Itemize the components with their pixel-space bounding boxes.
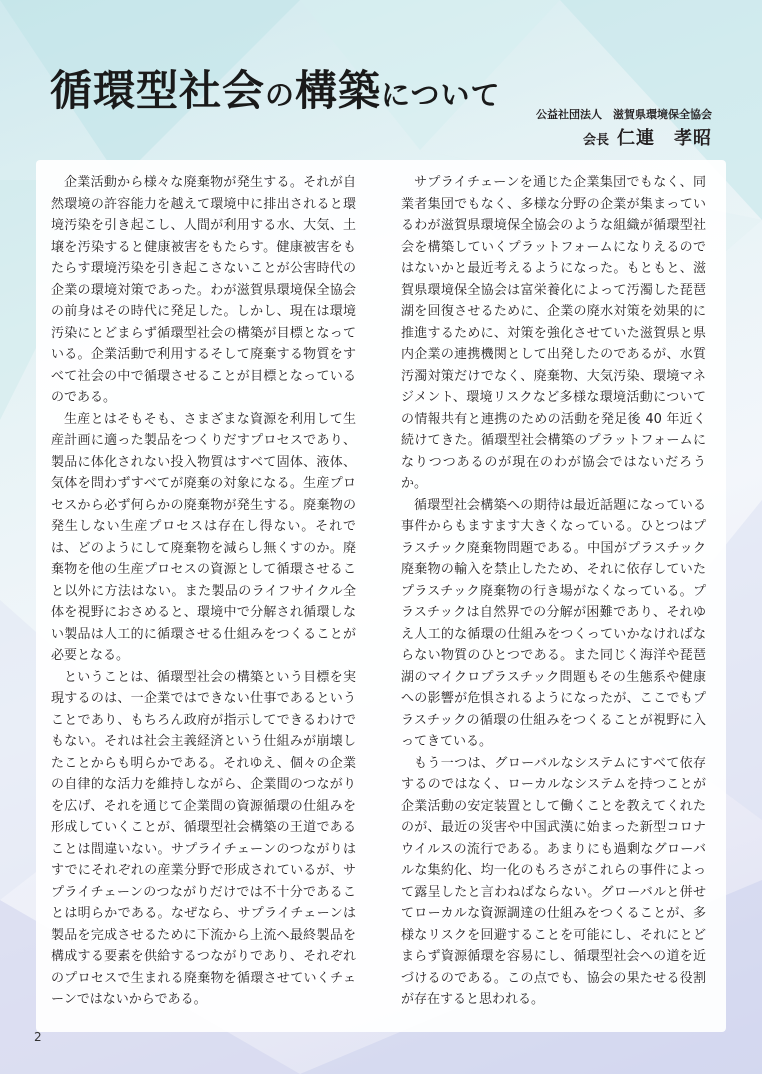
title-main-1: 循環型社会 — [50, 66, 266, 115]
title-particle: の — [265, 78, 296, 112]
author-line — [583, 124, 712, 150]
page-number: 2 — [34, 1030, 42, 1044]
paragraph: 企業活動から様々な廃棄物が発生する。それが自然環境の許容能力を越えて環境中に排出されると環境汚染を引き起こし、人間が利用する水、大気、土壌を汚染すると健康被害をもたらす。健康被害をもたらす環境汚染を引き起こさないことが公害時代の企業の環境対策であった。わが滋賀県環境保全協会の前身はその時代に発足した。しかし、現在は環境汚染にとどまらず循環型社会の構築が目標となっている。企業活動で利用するそして廃棄する物質をすべて社会の中で循環させることが目標となっているのである。 — [51, 175, 356, 405]
title-main-2: 構築 — [295, 66, 382, 115]
title-suffix: について — [381, 78, 501, 112]
paragraph: ということは、循環型社会の構築という目標を実現するのは、一企業ではできない仕事であるということであり、もちろん政府が指示してできるわけでもない。それは社会主義経済という仕組みが崩壊したことからも明らかである。それゆえ、個々の企業の自律的な活力を維持しながら、企業間のつながりを広げ、それを通じて企業間の資源循環の仕組みを形成していくことが、循環型社会構築の王道であることは間違いない。サプライチェーンのつながりはすでにそれぞれの産業分野で形成されているが、サプライチェーンのつながりだけでは不十分であることは明らかである。なぜなら、サプライチェーンは製品を完成させるために下流から上流へ最終製品を構成する要素を供給するつながりであり、それぞれのプロセスで生まれる廃棄物を循環させていくチェーンではないからである。 — [51, 669, 356, 1007]
page-title — [50, 58, 500, 118]
article-column-left — [51, 172, 356, 1011]
paragraph: 生産とはそもそも、さまざまな資源を利用して生産計画に適った製品をつくりだすプロセスであり、製品に体化されない投入物質はすべて固体、液体、気体を問わずすべてが廃棄の対象になる。生産プロセスから必ず何らかの廃棄物が発生する。廃棄物の発生しない生産プロセスは存在し得ない。それでは、どのようにして廃棄物を減らし無くすのか。廃棄物を他の生産プロセスの資源として循環させること以外に方法はない。また製品のライフサイクル全体を視野におさめると、環境中で分解され循環しない製品は人工的に循環させる仕組みをつくることが必要となる。 — [51, 411, 356, 663]
paragraph: 循環型社会構築への期待は最近話題になっている事件からもますます大きくなっている。ひとつはプラスチック廃棄物問題である。中国がプラスチック廃棄物の輸入を禁止したため、それに依存していたプラスチック廃棄物の行き場がなくなっている。プラスチックは自然界での分解が困難であり、それゆえ人工的な循環の仕組みをつくっていかなければならない物質のひとつである。また同じく海洋や琵琶湖のマイクロプラスチック問題もその生態系や健康への影響が危惧されるようになったが、ここでもプラスチックの循環の仕組みをつくることが視野に入ってきている。 — [401, 497, 706, 749]
paragraph: サプライチェーンを通じた企業集団でもなく、同業者集団でもなく、多様な分野の企業が集まっているわが滋賀県環境保全協会のような組織が循環型社会を構築していくプラットフォームになりえるのではないかと最近考えるようになった。もともと、滋賀県環境保全協会は富栄養化によって汚濁した琵琶湖を回復させるために、企業の廃水対策を効果的に推進するために、対策を強化させていた滋賀県と県内企業の連携機関として出発したのであるが、水質汚濁対策だけでなく、廃棄物、大気汚染、環境マネジメント、環境リスクなど多様な環境活動についての情報共有と連携のための活動を発足後 40 年近く続けてきた。循環型社会構築のプラットフォームになりつつあるのが現在のわが協会ではないだろうか。 — [401, 175, 706, 491]
author-name: 仁連 孝昭 — [617, 128, 712, 149]
article-column-right — [401, 172, 706, 1011]
author-role: 会長 — [582, 133, 609, 148]
organization-name: 公益社団法人 滋賀県環境保全協会 — [536, 108, 712, 121]
paragraph: もう一つは、グローバルなシステムにすべて依存するのではなく、ローカルなシステムを持つことが企業活動の安定装置として働くことを教えてくれたのが、最近の災害や中国武漢に始まった新型コロナウイルスの流行である。あまりにも過剰なグローバルな集約化、均一化のもろさがこれらの事件によって露呈したと言わねばならない。グローバルと併せてローカルな資源調達の仕組みをつくることが、多様なリスクを回避することを可能にし、それにとどまらず資源循環を容易にし、循環型社会への道を近づけるのである。この点でも、協会の果たせる役割が存在すると思われる。 — [401, 755, 706, 1007]
